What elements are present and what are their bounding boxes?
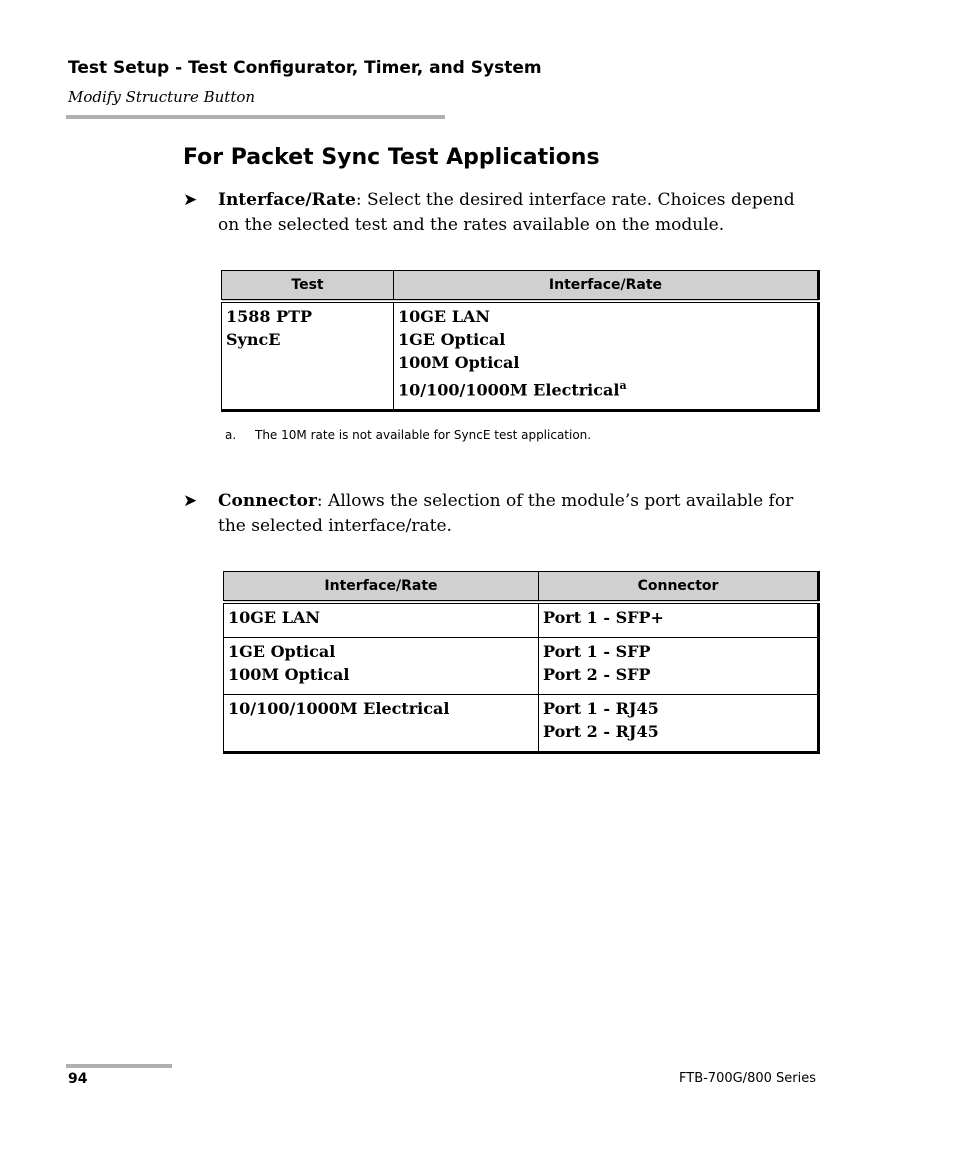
test-interface-table (221, 270, 820, 412)
test-cell (222, 301, 394, 411)
running-header-title: Test Setup - Test Configurator, Timer, and System (68, 58, 542, 78)
rate-cell (224, 638, 539, 695)
table-header-interface-rate: Interface/Rate (224, 572, 539, 603)
bullet-text (218, 489, 813, 539)
rate-name: 10GE LAN (228, 608, 320, 627)
table-row (222, 301, 819, 411)
table-header-connector: Connector (539, 572, 819, 603)
bullet-connector (183, 489, 813, 539)
rate-name: 100M Optical (398, 353, 520, 372)
running-header-subtitle: Modify Structure Button (68, 88, 256, 106)
table-header-test: Test (222, 271, 394, 302)
arrow-bullet-icon: ➤ (183, 491, 198, 511)
rate-name: 100M Optical (228, 665, 350, 684)
connector-cell (539, 602, 819, 638)
footer-divider (66, 1064, 172, 1068)
table-footnote (225, 428, 591, 442)
connector-cell (539, 638, 819, 695)
connector-name: Port 2 - RJ45 (543, 722, 659, 741)
bullet-description: : Select the desired interface rate. Choices depend on the selected test and the rates available on the module. (218, 190, 795, 235)
bullet-interface-rate (183, 188, 813, 238)
table-row (224, 695, 819, 753)
rate-name: 1GE Optical (398, 330, 506, 349)
rate-name: 10/100/1000M Electrical (228, 699, 450, 718)
test-name: SyncE (226, 330, 281, 349)
bullet-term: Interface/Rate (218, 190, 356, 210)
rate-cell (224, 602, 539, 638)
test-name: 1588 PTP (226, 307, 313, 326)
footnote-text: The 10M rate is not available for SyncE test application. (255, 428, 592, 442)
footnote-label: a. (225, 428, 237, 442)
connector-name: Port 1 - SFP (543, 642, 651, 661)
rate-cell (394, 301, 819, 411)
page-number: 94 (68, 1071, 88, 1087)
rate-name: 10GE LAN (398, 307, 490, 326)
connector-name: Port 2 - SFP (543, 665, 651, 684)
connector-name: Port 1 - SFP+ (543, 608, 664, 627)
bullet-term: Connector (218, 491, 317, 511)
interface-connector-table (223, 571, 820, 754)
connector-cell (539, 695, 819, 753)
rate-name: 1GE Optical (228, 642, 336, 661)
section-heading: For Packet Sync Test Applications (183, 145, 600, 170)
table-header-interface-rate: Interface/Rate (394, 271, 819, 302)
table-row (224, 602, 819, 638)
arrow-bullet-icon: ➤ (183, 190, 198, 210)
connector-name: Port 1 - RJ45 (543, 699, 659, 718)
header-divider (66, 115, 445, 119)
table-row (224, 638, 819, 695)
footnote-mark: a (619, 379, 627, 392)
bullet-description: : Allows the selection of the module’s port available for the selected interface/rate. (218, 491, 794, 536)
rate-cell (224, 695, 539, 753)
bullet-text (218, 188, 813, 238)
product-series: FTB-700G/800 Series (679, 1071, 816, 1086)
rate-name-text: 10/100/1000M Electrical (398, 380, 620, 400)
rate-name (398, 374, 813, 401)
